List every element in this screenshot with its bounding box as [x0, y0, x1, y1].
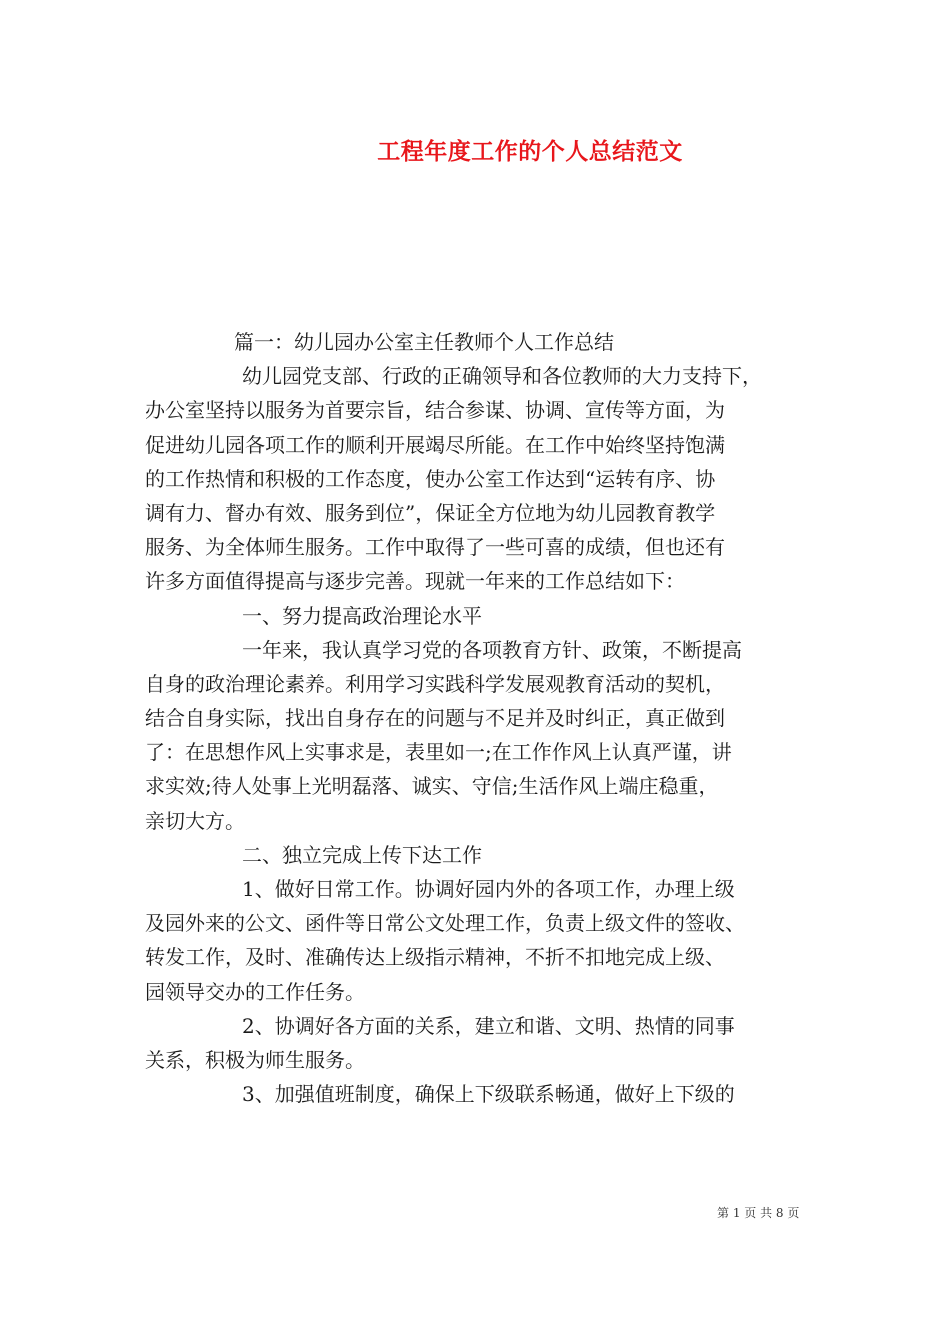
paragraph-line: 的工作热情和积极的工作态度，使办公室工作达到“运转有序、协 — [145, 466, 716, 491]
paragraph-line: 许多方面值得提高与逐步完善。现就一年来的工作总结如下： — [145, 569, 685, 594]
paragraph-line: 1、做好日常工作。协调好园内外的各项工作，办理上级 — [242, 877, 735, 901]
paragraph-line: 自身的政治理论素养。利用学习实践科学发展观教育活动的契机， — [145, 671, 725, 696]
paragraph-line: 办公室坚持以服务为首要宗旨，结合参谋、协调、宣传等方面，为 — [145, 398, 725, 423]
paragraph-line: 求实效;待人处事上光明磊落、诚实、守信;生活作风上端庄稳重， — [145, 774, 719, 799]
subsection-heading: 一、努力提高政治理论水平 — [242, 603, 482, 628]
paragraph-line: 关系，积极为师生服务。 — [145, 1047, 365, 1072]
paragraph-line: 服务、为全体师生服务。工作中取得了一些可喜的成绩，但也还有 — [145, 535, 725, 560]
paragraph-line: 调有力、督办有效、服务到位”，保证全方位地为幼儿园教育教学 — [145, 500, 716, 525]
paragraph-line: 转发工作，及时、准确传达上级指示精神，不折不扣地完成上级、 — [145, 945, 725, 970]
section-heading: 篇一：幼儿园办公室主任教师个人工作总结 — [234, 330, 614, 354]
paragraph-line: 亲切大方。 — [145, 808, 245, 833]
paragraph-line: 2、协调好各方面的关系，建立和谐、文明、热情的同事 — [242, 1013, 735, 1038]
page-number-footer: 第 1 页 共 8 页 — [717, 1206, 800, 1220]
paragraph-line: 了：在思想作风上实事求是，表里如一;在工作作风上认真严谨，讲 — [145, 740, 732, 765]
paragraph-line: 3、加强值班制度，确保上下级联系畅通，做好上下级的 — [242, 1082, 735, 1107]
paragraph-line: 一年来，我认真学习党的各项教育方针、政策，不断提高 — [242, 637, 742, 662]
paragraph-line: 结合自身实际，找出自身存在的问题与不足并及时纠正，真正做到 — [145, 706, 725, 731]
paragraph-line: 及园外来的公文、函件等日常公文处理工作，负责上级文件的签收、 — [145, 911, 745, 936]
document-title: 工程年度工作的个人总结范文 — [377, 139, 683, 165]
subsection-heading: 二、独立完成上传下达工作 — [242, 842, 482, 867]
paragraph-line: 幼儿园党支部、行政的正确领导和各位教师的大力支持下， — [242, 364, 762, 389]
paragraph-line: 园领导交办的工作任务。 — [145, 979, 365, 1004]
document-body — [145, 325, 825, 1111]
paragraph-line: 促进幼儿园各项工作的顺利开展竭尽所能。在工作中始终坚持饱满 — [145, 432, 725, 457]
